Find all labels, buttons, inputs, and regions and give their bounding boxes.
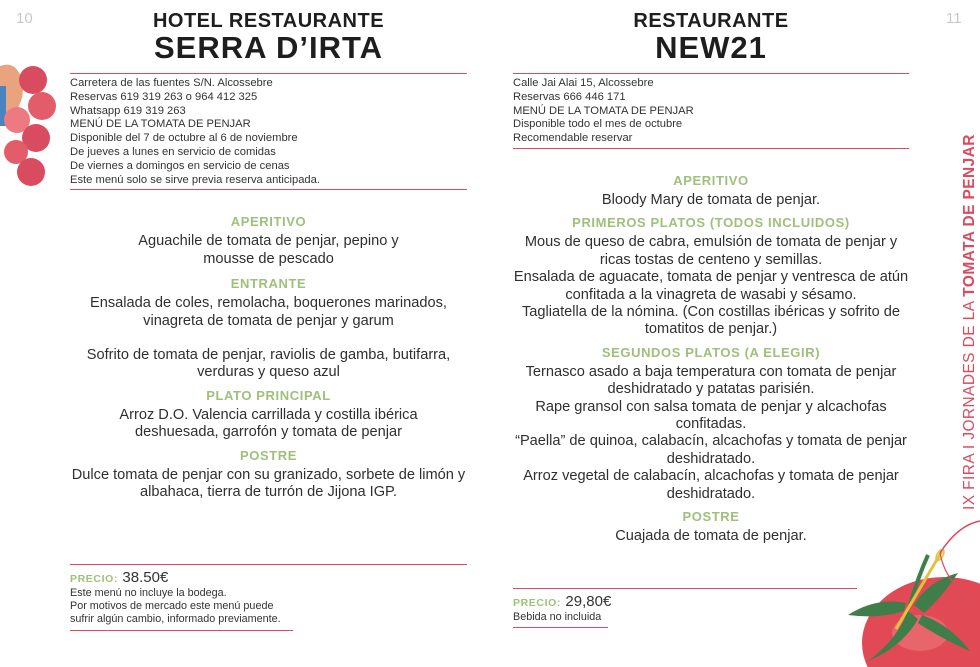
info-line: Disponible del 7 de octubre al 6 de noviembre xyxy=(70,132,298,145)
info-line: MENÚ DE LA TOMATA DE PENJAR xyxy=(513,104,694,117)
price-note: Bebida no incluida xyxy=(513,611,602,623)
vertical-caption-regular: IX FIRA I JORNADES DE LA xyxy=(961,296,978,510)
section-heading-plato-principal: PLATO PRINCIPAL xyxy=(206,387,331,403)
price-note: Este menú no incluye la bodega. xyxy=(70,587,227,599)
price-value: 38.50€ xyxy=(122,569,169,586)
dish-aperitivo: Aguachile de tomata de penjar, pepino y mousse de pescado xyxy=(138,233,399,267)
section-heading-aperitivo: APERITIVO xyxy=(230,214,307,230)
divider xyxy=(70,564,467,565)
vertical-caption-text xyxy=(961,134,979,510)
dish-postre: Cuajada de tomata de penjar. xyxy=(615,528,807,545)
section-heading-postre: POSTRE xyxy=(682,509,740,525)
dish-entrante-1: Ensalada de coles, remolacha, boquerones marinados, vinagreta de tomata de penjar y garum xyxy=(90,295,447,329)
info-line: Carretera de las fuentes S/N. Alcossebre xyxy=(70,77,273,89)
dish-segundos-1: Ternasco asado a baja temperatura con tomata de penjar deshidratado y patatas parisién. xyxy=(525,363,897,398)
info-line: Este menú solo se sirve previa reserva anticipada. xyxy=(70,173,320,186)
divider xyxy=(70,189,467,190)
price-value: 29,80€ xyxy=(565,593,612,610)
dish-aperitivo: Bloody Mary de tomata de penjar. xyxy=(601,191,821,208)
info-line: Reservas 666 446 171 xyxy=(513,90,626,103)
divider xyxy=(513,627,608,628)
divider xyxy=(513,148,909,149)
page-number-left: 10 xyxy=(16,10,33,27)
price-label: PRECIO: xyxy=(70,573,118,585)
page-number-right: 11 xyxy=(946,10,962,27)
left-page xyxy=(70,0,467,501)
divider xyxy=(70,630,293,631)
price-block-left xyxy=(70,569,281,627)
restaurant-name-right: RESTAURANTE xyxy=(633,10,789,32)
price-note: Por motivos de mercado este menú puede xyxy=(70,600,274,613)
price-note: sufrir algún cambio, informado previamente. xyxy=(70,613,281,626)
restaurant-title-left: SERRA D’IRTA xyxy=(154,30,383,65)
dish-postre: Dulce tomata de penjar con su granizado, sorbete de limón y albahaca, tierra de turrón de Jijona IGP. xyxy=(71,466,466,501)
info-line: Calle Jai Alai 15, Alcossebre xyxy=(513,77,654,89)
dish-segundos-4: Arroz vegetal de calabacín, alcachofas y tomata de penjar deshidratado. xyxy=(523,468,899,502)
info-line: Disponible todo el mes de octubre xyxy=(513,118,683,131)
dish-primeros-3: Tagliatella de la nómina. (Con costillas ibéricas y sofrito de tomatitos de penjar.) xyxy=(522,304,900,338)
info-line: De jueves a lunes en servicio de comidas xyxy=(70,145,276,158)
info-line: MENÚ DE LA TOMATA DE PENJAR xyxy=(70,118,251,131)
info-block-left xyxy=(70,74,467,189)
section-heading-entrante: ENTRANTE xyxy=(230,276,307,292)
info-line: Reservas 619 319 263 o 964 412 325 xyxy=(70,90,258,103)
dish-segundos-2: Rape gransol con salsa tomata de penjar y alcachofas confitadas. xyxy=(535,398,887,433)
price-label: PRECIO: xyxy=(513,597,561,609)
price-block-right xyxy=(513,593,611,624)
section-heading-postre: POSTRE xyxy=(239,447,298,463)
divider xyxy=(513,588,857,589)
dish-primeros-2: Ensalada de aguacate, tomata de penjar y ventresca de atún confitada a la vinagreta de wasabi y sésamo. xyxy=(513,269,909,303)
info-line: Whatsapp 619 319 263 xyxy=(70,104,186,117)
restaurant-title-right: NEW21 xyxy=(655,30,767,65)
section-heading-primeros: PRIMEROS PLATOS (TODOS INCLUIDOS) xyxy=(572,215,850,231)
dish-plato-principal: Arroz D.O. Valencia carrillada y costilla ibérica deshuesada, garrofón y tomata de penjar xyxy=(119,406,418,441)
dish-entrante-2: Sofrito de tomata de penjar, raviolis de gamba, butifarra, verduras y queso azul xyxy=(86,347,451,381)
vertical-caption xyxy=(935,134,978,510)
info-line: Recomendable reservar xyxy=(513,132,633,145)
dish-segundos-3: “Paella” de quinoa, calabacín, alcachofas y tomata de penjar deshidratado. xyxy=(515,433,907,467)
section-heading-segundos: SEGUNDOS PLATOS (A ELEGIR) xyxy=(601,344,821,360)
right-page xyxy=(513,0,909,545)
restaurant-name-left: HOTEL RESTAURANTE xyxy=(152,10,385,32)
menu-left xyxy=(70,214,467,501)
dish-primeros-1: Mous de queso de cabra, emulsión de tomata de penjar y ricas tostas de centeno y semillas. xyxy=(524,234,898,268)
tomato-cluster-illustration xyxy=(0,58,64,193)
menu-right xyxy=(513,173,909,546)
section-heading-aperitivo: APERITIVO xyxy=(673,172,749,188)
info-block-right xyxy=(513,74,909,148)
info-line: De viernes a domingos en servicio de cenas xyxy=(70,159,290,172)
vertical-caption-bold: TOMATA DE PENJAR xyxy=(961,134,978,297)
